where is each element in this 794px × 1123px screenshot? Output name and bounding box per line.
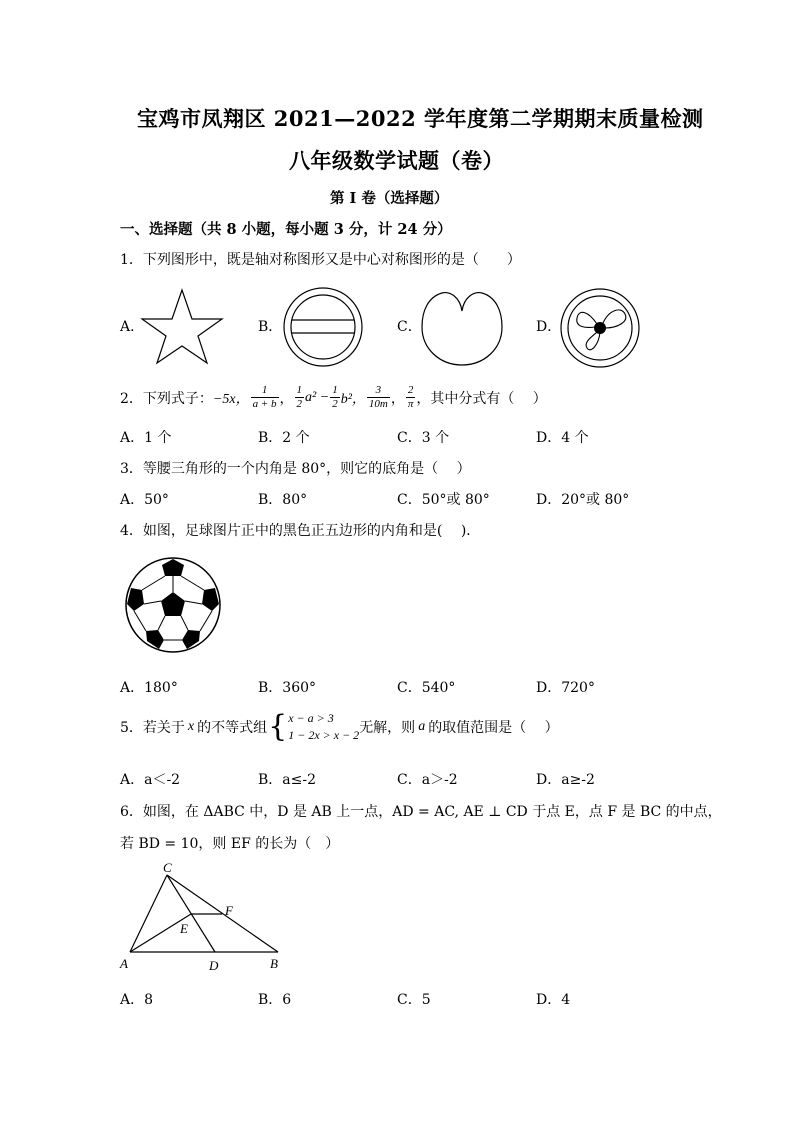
q2-prefix: 2．下列式子： <box>120 390 213 407</box>
q5-after: 无解，则 <box>359 720 416 736</box>
star-figure <box>140 288 224 364</box>
volume-heading: 第 I 卷（选择题） <box>330 190 449 207</box>
q2-expr-2: a² − <box>305 389 330 405</box>
q1-option-a-label: A． <box>120 319 145 335</box>
q2-suffix: ，其中分式有（ ） <box>416 390 547 407</box>
q5-inequality-1: x − a > 3 <box>288 711 334 725</box>
q2-comma-2: ， <box>390 390 405 407</box>
point-b-label: B <box>270 956 278 971</box>
q5-variable-a: a <box>418 719 426 734</box>
q2-expr-1: −5x， <box>212 391 250 407</box>
question-6-line-2: 若 BD = 10，则 EF 的长为（ ） <box>120 836 340 852</box>
exam-subtitle: 八年级数学试题（卷） <box>289 148 504 173</box>
question-4-text: 4．如图，足球图片正中的黑色正五边形的内角和是( )． <box>120 523 481 539</box>
q6-option-d: D．4 <box>536 992 571 1008</box>
q6-option-a: A．8 <box>120 992 154 1008</box>
point-e-label: E <box>180 921 188 936</box>
arc-heart-figure <box>420 287 504 367</box>
q5-mid: 的不等式组 <box>197 720 268 736</box>
q2-fraction-1: $\frac{1}{a + b}$ <box>252 384 277 410</box>
fan-circle-figure <box>559 288 641 368</box>
point-a-label: A <box>120 956 128 971</box>
question-2-text <box>120 384 547 411</box>
q2-fraction-2: $\frac{1}{2}$ <box>296 384 303 410</box>
question-1-text: 1．下列图形中，既是轴对称图形又是中心对称图形的是（ ） <box>120 252 521 268</box>
point-f-label: F <box>225 903 233 918</box>
soccer-ball-figure <box>124 556 222 654</box>
q2-option-d: D．4 个 <box>536 430 589 446</box>
q5-inequality-2: 1 − 2x > x − 2 <box>288 728 360 742</box>
question-6-line-1: 6．如图，在 ΔABC 中，D 是 AB 上一点，AD = AC, AE ⊥ CD 于点 E，点 F 是 BC 的中点， <box>120 804 722 820</box>
exam-title: 宝鸡市凤翔区 2021—2022 学年度第二学期期末质量检测 <box>137 106 704 131</box>
q5-suffix: 的取值范围是（ ） <box>428 720 559 736</box>
q4-option-d: D．720° <box>536 680 595 696</box>
question-3-text: 3．等腰三角形的一个内角是 80°，则它的底角是（ ） <box>120 461 471 477</box>
point-c-label: C <box>163 860 172 875</box>
q5-variable-x: x <box>187 719 195 734</box>
q5-prefix: 5．若关于 <box>120 720 185 736</box>
q4-option-c: C．540° <box>397 680 456 696</box>
q5-option-b: B．a≤-2 <box>258 772 317 788</box>
section-heading: 一、选择题（共 8 小题，每小题 3 分，计 24 分） <box>120 221 452 238</box>
q1-option-b-label: B． <box>258 319 283 335</box>
q2-fraction-5: $\frac{2}{\pi}$ <box>407 384 414 410</box>
triangle-abc-figure <box>118 862 298 974</box>
q2-comma-1: ， <box>279 390 294 407</box>
q1-option-c-label: C． <box>397 319 422 335</box>
q6-option-c: C．5 <box>397 992 431 1008</box>
question-5-text <box>120 710 559 744</box>
q2-option-b: B．2 个 <box>258 430 310 446</box>
q6-option-b: B．6 <box>258 992 292 1008</box>
q5-option-d: D．a≥-2 <box>536 772 595 788</box>
q1-option-d-label: D． <box>536 319 562 335</box>
q5-brace: { <box>268 709 288 744</box>
q4-option-a: A．180° <box>120 680 178 696</box>
q3-option-d: D．20°或 80° <box>536 492 630 508</box>
q3-option-a: A．50° <box>120 492 169 508</box>
q3-option-c: C．50°或 80° <box>397 492 490 508</box>
q2-option-c: C．3 个 <box>397 430 450 446</box>
q5-system <box>288 710 359 744</box>
q4-option-b: B．360° <box>258 680 317 696</box>
q2-expr-3: b²， <box>340 391 366 407</box>
q5-option-a: A．a＜-2 <box>120 772 181 788</box>
point-d-label: D <box>209 958 219 973</box>
q5-option-c: C．a＞-2 <box>397 772 458 788</box>
circle-band-figure <box>282 287 364 367</box>
q2-option-a: A．1 个 <box>120 430 172 446</box>
q2-fraction-3: $\frac{1}{2}$ <box>332 384 338 410</box>
q2-fraction-4: $\frac{3}{10m}$ <box>368 384 388 410</box>
q3-option-b: B．80° <box>258 492 308 508</box>
